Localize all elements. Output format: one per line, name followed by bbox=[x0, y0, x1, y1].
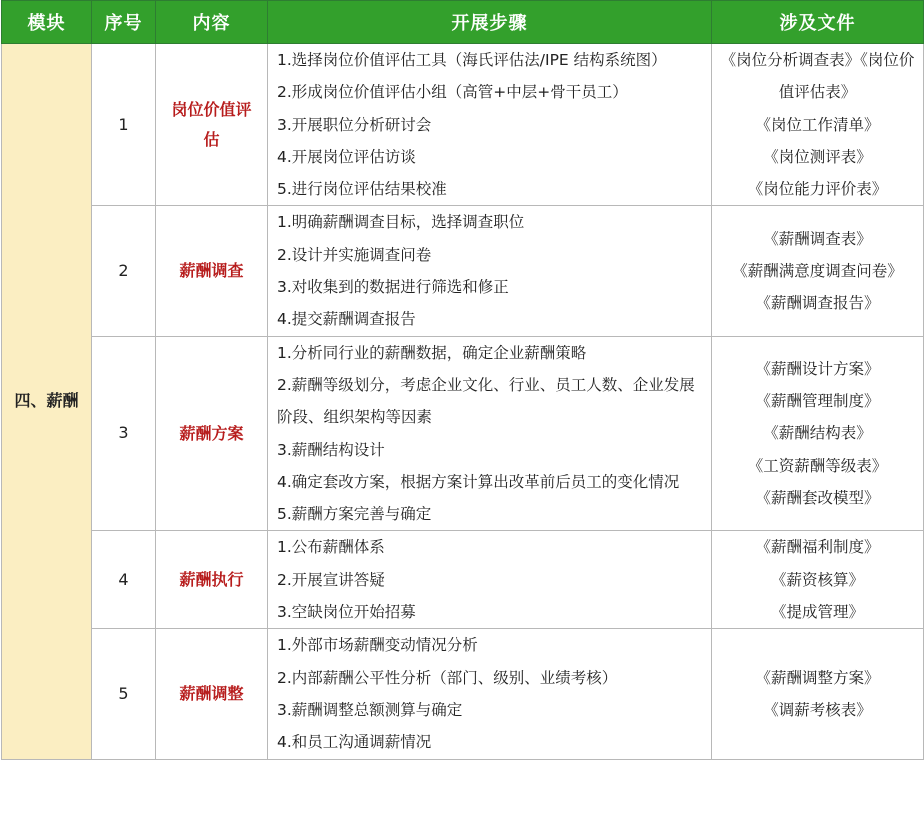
header-module: 模块 bbox=[2, 1, 92, 44]
row-number: 5 bbox=[92, 629, 156, 759]
row-files bbox=[712, 206, 924, 336]
file-item: 《薪酬调查表》 bbox=[763, 229, 872, 248]
step-item: 2.内部薪酬公平性分析（部门、级别、业绩考核） bbox=[277, 668, 618, 687]
step-item: 1.外部市场薪酬变动情况分析 bbox=[277, 636, 478, 655]
module-cell: 四、薪酬 bbox=[2, 44, 92, 760]
file-item: 《薪酬管理制度》 bbox=[755, 392, 880, 411]
step-item: 5.薪酬方案完善与确定 bbox=[277, 505, 432, 524]
step-item: 4.和员工沟通调薪情况 bbox=[277, 733, 432, 752]
row-steps bbox=[268, 531, 712, 629]
header-content: 内容 bbox=[156, 1, 268, 44]
header-row bbox=[2, 1, 924, 44]
table-row bbox=[2, 44, 924, 206]
row-steps bbox=[268, 206, 712, 336]
table-row bbox=[2, 336, 924, 531]
step-item: 1.明确薪酬调查目标，选择调查职位 bbox=[277, 213, 525, 232]
step-item: 3.开展职位分析研讨会 bbox=[277, 115, 432, 134]
row-number: 1 bbox=[92, 44, 156, 206]
file-item: 《调薪考核表》 bbox=[763, 700, 872, 719]
row-files bbox=[712, 44, 924, 206]
file-item: 《岗位工作清单》 bbox=[755, 115, 880, 134]
header-files: 涉及文件 bbox=[712, 1, 924, 44]
row-files bbox=[712, 629, 924, 759]
step-item: 2.设计并实施调查问卷 bbox=[277, 245, 432, 264]
step-item: 4.开展岗位评估访谈 bbox=[277, 147, 416, 166]
row-steps bbox=[268, 336, 712, 531]
row-topic: 薪酬执行 bbox=[156, 531, 268, 629]
row-steps bbox=[268, 44, 712, 206]
step-item: 3.薪酬结构设计 bbox=[277, 440, 385, 459]
file-item: 《岗位分析调查表》《岗位价值评估表》 bbox=[720, 51, 915, 102]
file-item: 《薪酬调整方案》 bbox=[755, 668, 880, 687]
file-item: 《岗位能力评价表》 bbox=[747, 180, 888, 199]
row-files bbox=[712, 336, 924, 531]
row-topic: 薪酬方案 bbox=[156, 336, 268, 531]
step-item: 1.公布薪酬体系 bbox=[277, 538, 385, 557]
salary-module-table bbox=[1, 0, 924, 760]
file-item: 《提成管理》 bbox=[770, 603, 864, 622]
row-topic: 岗位价值评估 bbox=[156, 44, 268, 206]
row-topic: 薪酬调查 bbox=[156, 206, 268, 336]
file-item: 《薪酬设计方案》 bbox=[755, 359, 880, 378]
step-item: 4.提交薪酬调查报告 bbox=[277, 310, 416, 329]
file-item: 《薪酬满意度调查问卷》 bbox=[732, 261, 903, 280]
row-number: 3 bbox=[92, 336, 156, 531]
table-row bbox=[2, 629, 924, 759]
file-item: 《薪酬套改模型》 bbox=[755, 489, 880, 507]
step-item: 3.空缺岗位开始招募 bbox=[277, 603, 416, 622]
header-seq: 序号 bbox=[92, 1, 156, 44]
row-number: 2 bbox=[92, 206, 156, 336]
step-item: 1.分析同行业的薪酬数据，确定企业薪酬策略 bbox=[277, 343, 587, 362]
table-row bbox=[2, 206, 924, 336]
header-steps: 开展步骤 bbox=[268, 1, 712, 44]
step-item: 3.薪酬调整总额测算与确定 bbox=[277, 700, 463, 719]
file-item: 《薪酬结构表》 bbox=[763, 424, 872, 443]
step-item: 2.薪酬等级划分，考虑企业文化、行业、员工人数、企业发展阶段、组织架构等因素 bbox=[277, 375, 695, 427]
row-steps bbox=[268, 629, 712, 759]
table-row bbox=[2, 531, 924, 629]
file-item: 《薪酬调查报告》 bbox=[755, 294, 880, 313]
step-item: 4.确定套改方案，根据方案计算出改革前后员工的变化情况 bbox=[277, 472, 680, 491]
step-item: 2.开展宣讲答疑 bbox=[277, 570, 385, 589]
file-item: 《岗位测评表》 bbox=[763, 147, 872, 166]
file-item: 《工资薪酬等级表》 bbox=[747, 456, 888, 475]
step-item: 5.进行岗位评估结果校准 bbox=[277, 180, 447, 199]
file-item: 《薪酬福利制度》 bbox=[755, 538, 880, 557]
step-item: 3.对收集到的数据进行筛选和修正 bbox=[277, 278, 509, 297]
file-item: 《薪资核算》 bbox=[770, 570, 864, 589]
step-item: 2.形成岗位价值评估小组（高管+中层+骨干员工） bbox=[277, 83, 628, 102]
step-item: 1.选择岗位价值评估工具（海氏评估法/IPE 结构系统图） bbox=[277, 51, 667, 69]
row-files bbox=[712, 531, 924, 629]
row-topic: 薪酬调整 bbox=[156, 629, 268, 759]
row-number: 4 bbox=[92, 531, 156, 629]
